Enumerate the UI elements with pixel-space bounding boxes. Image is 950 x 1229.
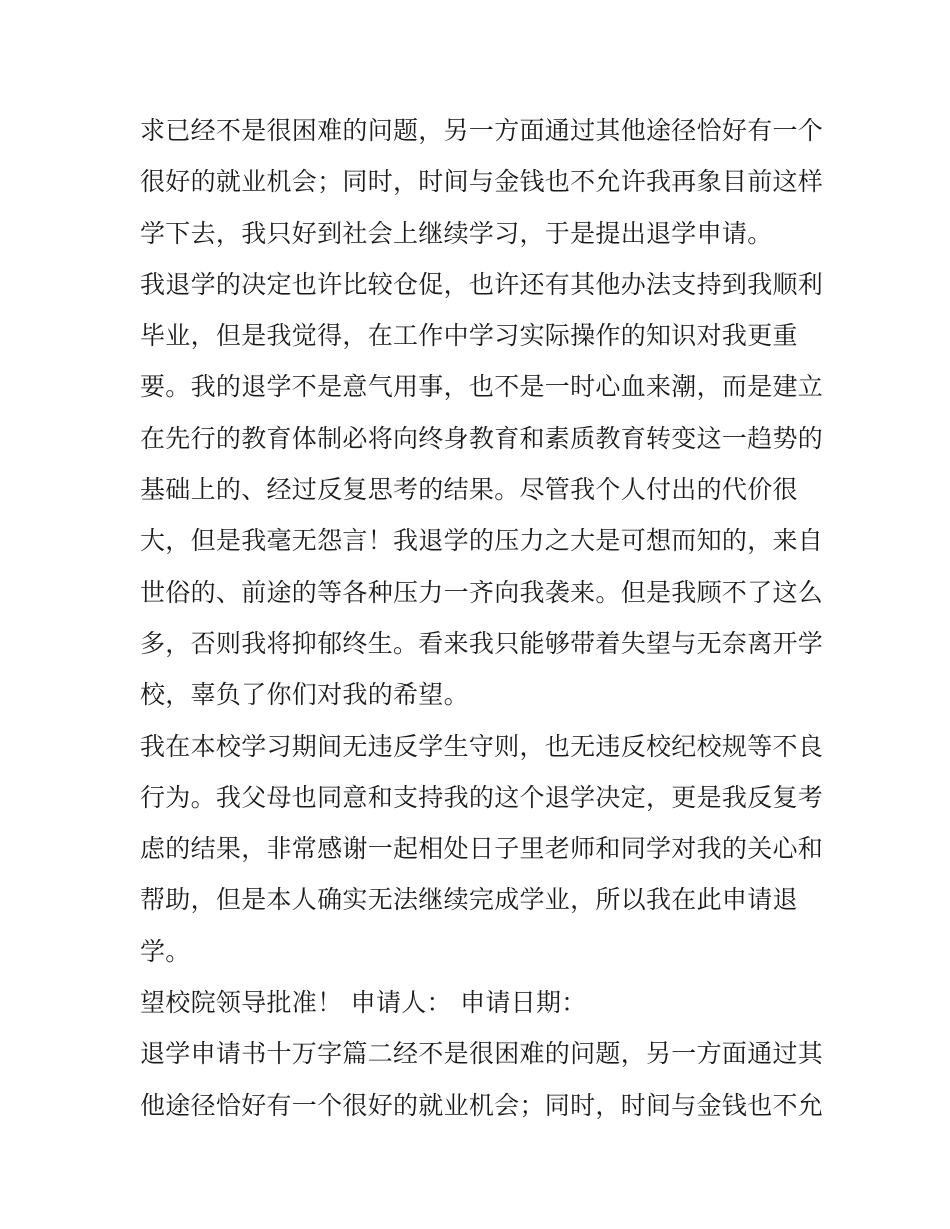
text-line: 虑的结果，非常感谢一起相处日子里老师和同学对我的关心和: [140, 834, 824, 864]
text-line: 毕业，但是我觉得，在工作中学习实际操作的知识对我更重: [140, 321, 798, 351]
text-line: 他途径恰好有一个很好的就业机会；同时，时间与金钱也不允: [140, 1090, 824, 1120]
text-line: 我退学的决定也许比较仓促，也许还有其他办法支持到我顺利: [140, 269, 824, 299]
text-line: 世俗的、前途的等各种压力一齐向我袭来。但是我顾不了这么: [140, 577, 824, 607]
text-line: 多，否则我将抑郁终生。看来我只能够带着失望与无奈离开学: [140, 628, 824, 658]
text-line: 学下去，我只好到社会上继续学习，于是提出退学申请。: [140, 218, 773, 248]
text-line: 要。我的退学不是意气用事，也不是一时心血来潮，而是建立: [140, 372, 824, 402]
text-line: 学。: [140, 936, 191, 966]
text-line: 校，辜负了你们对我的希望。: [140, 680, 469, 710]
document-body: [140, 105, 824, 1131]
text-line: 求已经不是很困难的问题，另一方面通过其他途径恰好有一个: [140, 116, 824, 145]
text-line: 大，但是我毫无怨言！我退学的压力之大是可想而知的，来自: [140, 526, 824, 556]
text-line: 帮助，但是本人确实无法继续完成学业，所以我在此申请退: [140, 885, 798, 915]
text-line: 望校院领导批准！ 申请人： 申请日期：: [140, 988, 587, 1018]
text-line: 基础上的、经过反复思考的结果。尽管我个人付出的代价很: [140, 475, 798, 505]
text-line: 我在本校学习期间无违反学生守则，也无违反校纪校规等不良: [140, 731, 824, 761]
text-line: 很好的就业机会；同时，时间与金钱也不允许我再象目前这样: [140, 167, 824, 197]
text-line: 行为。我父母也同意和支持我的这个退学决定，更是我反复考: [140, 782, 824, 812]
text-line: 退学申请书十万字篇二经不是很困难的问题，另一方面通过其: [140, 1039, 824, 1069]
text-line: 在先行的教育体制必将向终身教育和素质教育转变这一趋势的: [140, 423, 824, 453]
